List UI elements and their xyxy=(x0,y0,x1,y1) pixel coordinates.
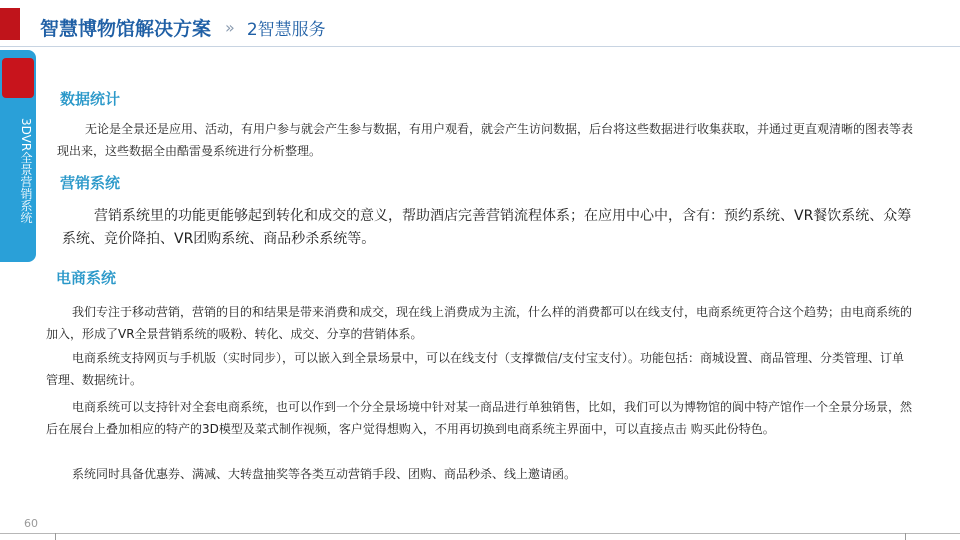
side-tab-label: 3DVR全景营销系统 xyxy=(19,118,33,224)
footer-tick-left xyxy=(55,533,56,540)
page-number: 60 xyxy=(24,517,38,530)
marketing-paragraph: 营销系统里的功能更能够起到转化和成交的意义，帮助酒店完善营销流程体系；在应用中心中，含有：预约系统、VR餐饮系统、众筹系统、竞价降拍、VR团购系统、商品秒杀系统等。 xyxy=(62,208,912,247)
footer-divider xyxy=(0,533,960,534)
header-divider xyxy=(0,46,960,47)
ecommerce-paragraph-3: 电商系统可以支持针对全套电商系统，也可以作到一个分全景场境中针对某一商品进行单独销售，比如，我们可以为博物馆的阆中特产馆作一个全景分场景，然后在展台上叠加相应的特产的3D模型及菜式制作视频，客户觉得想购入，不用再切换到电商系统主界面中，可以直接点击 购买此份特色。 xyxy=(46,400,913,436)
breadcrumb-separator-icon: » xyxy=(225,17,235,37)
ecommerce-paragraph-1: 我们专注于移动营销，营销的目的和结果是带来消费和成交，现在线上消费成为主流，什么样的消费都可以在线支付，电商系统更符合这个趋势；由电商系统的加入，形成了VR全景营销系统的吸粉、转化、成交、分享的营销体系。 xyxy=(46,305,913,341)
section-title-marketing: 营销系统 xyxy=(60,174,121,192)
ecommerce-paragraph-2: 电商系统支持网页与手机版（实时同步），可以嵌入到全景场景中，可以在线支付（支撑微信/支付宝支付）。功能包括：商城设置、商品管理、分类管理、订单管理、数据统计。 xyxy=(46,351,905,387)
side-tab-marker xyxy=(2,58,34,98)
section-title-data-stats: 数据统计 xyxy=(60,90,121,108)
corner-accent xyxy=(0,8,20,40)
data-stats-paragraph: 无论是全景还是应用、活动，有用户参与就会产生参与数据，有用户观看，就会产生访问数据，后台将这些数据进行收集获取，并通过更直观清晰的图表等表现出来，这些数据全由酷雷曼系统进行分析整理。 xyxy=(57,122,914,158)
breadcrumb-subtitle: 2智慧服务 xyxy=(246,19,326,40)
section-title-ecommerce: 电商系统 xyxy=(56,269,117,287)
ecommerce-paragraph-4: 系统同时具备优惠券、满减、大转盘抽奖等各类互动营销手段、团购、商品秒杀、线上邀请函。 xyxy=(72,467,577,481)
page-title: 智慧博物馆解决方案 xyxy=(40,17,212,40)
footer-tick-right xyxy=(905,533,906,540)
header xyxy=(40,12,326,42)
side-tab[interactable] xyxy=(0,50,36,262)
